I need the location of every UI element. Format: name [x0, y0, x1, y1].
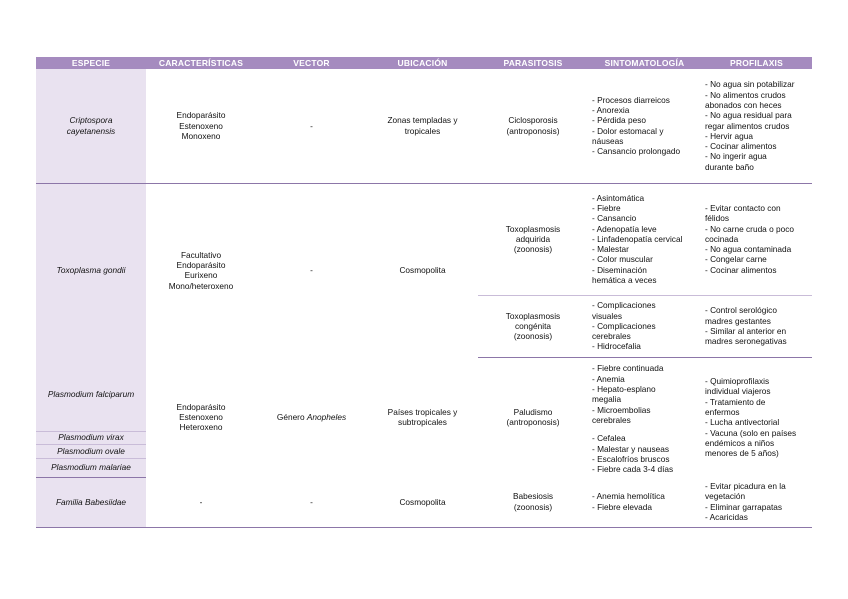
header-row	[36, 57, 812, 69]
parasitosis-line: (antroponosis)	[506, 417, 560, 428]
prophylaxis-cell	[701, 295, 812, 357]
symptom-line: - Anemia	[592, 373, 625, 384]
vector-cell: -	[256, 69, 367, 183]
prophylaxis-line: - No agua sin potabilizar	[705, 79, 795, 90]
characteristics-cell	[146, 69, 256, 183]
species-toxoplasma: Toxoplasma gondii	[36, 183, 146, 357]
prophylaxis-line: - No alimentos crudos	[705, 89, 786, 100]
prophylaxis-line: - Evitar picadura en la	[705, 481, 786, 492]
characteristic: Monoxeno	[181, 130, 221, 141]
symptom-line: visuales	[592, 310, 622, 321]
symptom-line: cerebrales	[592, 414, 631, 425]
prophylaxis-line: durante baño	[705, 161, 754, 172]
table-row-criptospora	[36, 69, 812, 183]
prophylaxis-line: menores de 5 años)	[705, 448, 779, 459]
table-row-toxoplasma-adquirida	[36, 183, 812, 295]
symptom-line: - Linfadenopatía cervical	[592, 233, 683, 244]
prophylaxis-line: - Quimioprofilaxis	[705, 376, 770, 387]
prophylaxis-line: - Tratamiento de	[705, 396, 766, 407]
symptom-line: - Fiebre elevada	[592, 501, 652, 512]
prophylaxis-line: regar alimentos crudos	[705, 120, 790, 131]
prophylaxis-line: individual viajeros	[705, 386, 771, 397]
symptom-line: - Microembolias	[592, 404, 651, 415]
parasitosis-line: (zoonosis)	[513, 331, 553, 342]
header-especie: ESPECIE	[36, 57, 146, 69]
symptom-line: - Asintomática	[592, 192, 645, 203]
symptom-line: - Cansancio	[592, 213, 637, 224]
symptom-line: náuseas	[592, 136, 624, 147]
symptom-line: - Complicaciones	[592, 300, 656, 311]
symptom-line: - Malestar y nauseas	[592, 443, 670, 454]
parasitosis-cell	[478, 183, 588, 295]
prophylaxis-line: - Vacuna (solo en países	[705, 427, 797, 438]
symptom-line: - Anemia hemolítica	[592, 491, 665, 502]
symptom-line: megalia	[592, 394, 622, 405]
symptom-line: - Color muscular	[592, 254, 653, 265]
prophylaxis-line: - Cocinar alimentos	[705, 264, 777, 275]
characteristic: Facultativo	[180, 249, 222, 260]
characteristics-cell	[146, 357, 256, 477]
symptom-line: - Hidrocefalia	[592, 341, 641, 352]
location-line: Países tropicales y	[387, 406, 458, 417]
symptom-line: - Diseminación	[592, 264, 647, 275]
symptom-line: - Dolor estomacal y	[592, 125, 664, 136]
prophylaxis-line: abonados con heces	[705, 100, 782, 110]
characteristic: Estenoxeno	[179, 411, 223, 422]
prophylaxis-cell	[701, 357, 812, 477]
header-vector: VECTOR	[256, 57, 367, 69]
symptom-line: - Anorexia	[592, 105, 630, 116]
symptom-line: - Hepato-esplano	[592, 383, 656, 394]
prophylaxis-line: cocinada	[705, 233, 739, 244]
parasite-table-page	[36, 57, 812, 528]
location-cell: Cosmopolita	[399, 265, 446, 276]
characteristics-cell	[146, 183, 256, 357]
location-line: tropicales	[404, 125, 441, 136]
vector-cell: -	[256, 477, 367, 527]
characteristic: Endoparásito	[176, 259, 226, 270]
symptom-line: hemática a veces	[592, 275, 657, 286]
symptoms-cell	[588, 431, 701, 477]
parasitosis-line: congénita	[515, 320, 551, 331]
symptom-line: - Cansancio prolongado	[592, 146, 681, 157]
location-cell	[367, 69, 478, 183]
vector-cell	[256, 357, 367, 477]
prophylaxis-cell	[701, 183, 812, 295]
characteristic: Estenoxeno	[179, 120, 223, 131]
prophylaxis-cell	[701, 69, 812, 183]
prophylaxis-line: - Lucha antivectorial	[705, 417, 780, 428]
species-plasmodium-virax: Plasmodium virax	[36, 431, 146, 444]
prophylaxis-line: - Hervir agua	[705, 130, 753, 141]
symptoms-cell	[588, 69, 701, 183]
parasitosis-line: (zoonosis)	[513, 244, 553, 255]
symptom-line: - Fiebre cada 3-4 días	[592, 464, 674, 475]
characteristic: Mono/heteroxeno	[168, 280, 234, 291]
symptom-line: - Fiebre continuada	[592, 363, 664, 374]
prophylaxis-line: - No agua residual para	[705, 110, 792, 121]
characteristics-cell: -	[146, 477, 256, 527]
parasitosis-cell	[478, 477, 588, 527]
prophylaxis-line: endémicos a niños	[705, 437, 775, 448]
prophylaxis-line: - No ingerir agua	[705, 151, 767, 162]
parasitosis-line: adquirida	[515, 233, 551, 244]
prophylaxis-line: - Congelar carne	[705, 254, 767, 265]
parasitosis-line: Paludismo	[513, 406, 553, 417]
symptom-line: - Complicaciones	[592, 320, 656, 331]
symptom-line: - Fiebre	[592, 202, 621, 213]
header-profilaxis: PROFILAXIS	[701, 57, 812, 69]
species-name: Criptospora cayetanensis	[66, 115, 116, 136]
symptom-line: - Procesos diarreicos	[592, 94, 670, 105]
location-cell	[367, 357, 478, 477]
header-parasitosis: PARASITOSIS	[478, 57, 588, 69]
prophylaxis-line: - Acaricidas	[705, 512, 748, 523]
location-cell: Cosmopolita	[367, 477, 478, 527]
symptom-line: - Cefalea	[592, 433, 626, 444]
table-row-babesiidae	[36, 477, 812, 527]
prophylaxis-line: - Evitar contacto con	[705, 202, 781, 213]
parasitosis-line: (antroponosis)	[506, 125, 560, 136]
symptoms-cell	[588, 477, 701, 527]
symptom-line: - Escalofríos bruscos	[592, 454, 670, 464]
header-caracteristicas: CARACTERÍSTICAS	[146, 57, 256, 69]
parasitosis-line: Ciclosporosis	[508, 115, 558, 126]
vector-prefix: Género	[276, 411, 305, 422]
parasite-table	[36, 57, 812, 528]
header-sintomatologia: SINTOMATOLOGÍA	[588, 57, 701, 69]
prophylaxis-line: - Eliminar garrapatas	[705, 501, 783, 512]
parasitosis-cell	[478, 357, 588, 477]
characteristic: Endoparásito	[176, 110, 226, 121]
prophylaxis-line: - No agua contaminada	[705, 244, 792, 255]
prophylaxis-cell	[701, 477, 812, 527]
symptoms-cell	[588, 357, 701, 431]
prophylaxis-line: félidos	[705, 213, 729, 224]
prophylaxis-line: - Similar al anterior en	[705, 326, 787, 336]
location-line: Zonas templadas y	[387, 115, 458, 126]
species-criptospora	[36, 69, 146, 183]
species-babesiidae: Familia Babesiidae	[36, 477, 146, 527]
parasitosis-line: Toxoplasmosis	[505, 310, 561, 321]
prophylaxis-line: - No carne cruda o poco	[705, 223, 795, 234]
characteristic: Eurixeno	[184, 270, 218, 281]
vector-genus: Anopheles	[306, 411, 347, 422]
table-row-plasmodium-a	[36, 357, 812, 431]
symptoms-cell	[588, 183, 701, 295]
location-line: subtropicales	[398, 417, 447, 427]
parasitosis-cell	[478, 69, 588, 183]
symptoms-cell	[588, 295, 701, 357]
species-plasmodium-malariae: Plasmodium malariae	[36, 458, 146, 477]
prophylaxis-line: madres gestantes	[705, 315, 771, 326]
species-plasmodium-falciparum: Plasmodium falciparum	[36, 357, 146, 431]
prophylaxis-line: vegetación	[705, 491, 746, 502]
symptom-line: - Adenopatía leve	[592, 223, 657, 234]
symptom-line: - Malestar	[592, 244, 629, 255]
characteristic: Heteroxeno	[179, 422, 223, 433]
species-plasmodium-ovale: Plasmodium ovale	[36, 444, 146, 458]
vector-cell: -	[310, 265, 313, 276]
parasitosis-cell	[478, 295, 588, 357]
symptom-line: - Pérdida peso	[592, 115, 646, 126]
header-ubicacion: UBICACIÓN	[367, 57, 478, 69]
prophylaxis-line: - Control serológico	[705, 305, 777, 316]
prophylaxis-line: - Cocinar alimentos	[705, 141, 777, 152]
parasitosis-line: Toxoplasmosis	[505, 223, 561, 234]
prophylaxis-line: enfermos	[705, 406, 740, 417]
characteristic: Endoparásito	[176, 401, 226, 412]
parasitosis-line: Babesiosis	[512, 491, 554, 502]
parasitosis-line: (zoonosis)	[513, 501, 553, 512]
symptom-line: cerebrales	[592, 331, 631, 342]
prophylaxis-line: madres seronegativas	[705, 336, 787, 347]
